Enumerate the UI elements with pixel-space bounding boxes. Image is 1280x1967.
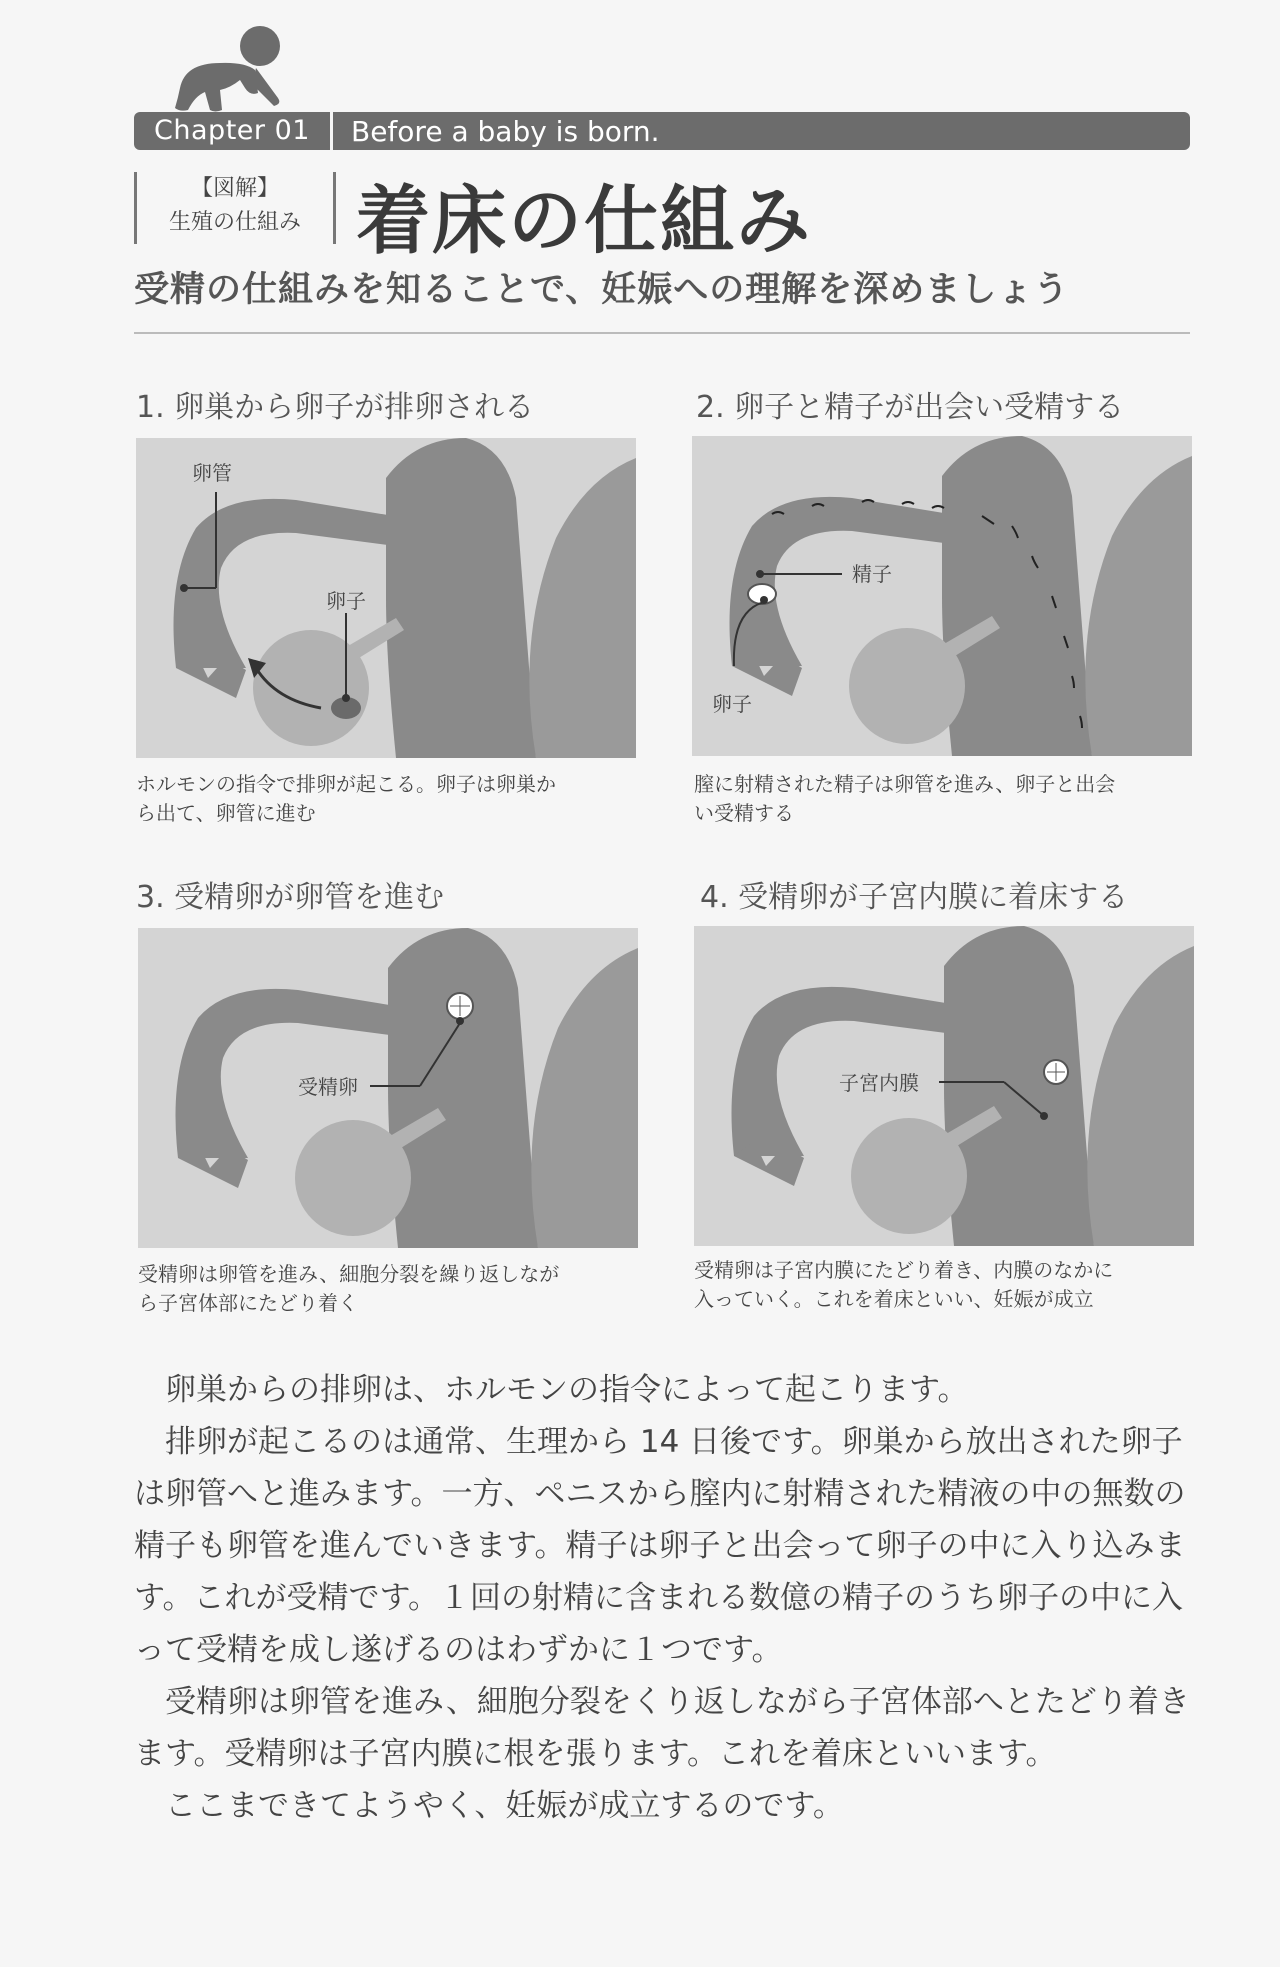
step-4-diagram [694, 926, 1194, 1246]
step-4-caption-line-1: 受精卵は子宮内膜にたどり着き、内膜のなかに [694, 1258, 1114, 1282]
step-3-caption [138, 1260, 638, 1318]
step-3-diagram [138, 928, 638, 1248]
tag-line-1: 【図解】 [190, 176, 279, 201]
step-1-label-oviduct: 卵管 [192, 461, 232, 485]
step-2-label-egg: 卵子 [712, 692, 752, 716]
step-1-caption-line-1: ホルモンの指令で排卵が起こる。卵子は卵巣か [136, 772, 556, 796]
step-2-caption-line-1: 膣に射精された精子は卵管を進み、卵子と出会 [694, 772, 1116, 796]
step-2-diagram [692, 436, 1192, 756]
page-title: 着床の仕組み [356, 178, 812, 264]
step-4-caption [694, 1256, 1194, 1314]
body-paragraph: 卵巣からの排卵は、ホルモンの指令によって起こります。 [165, 1372, 969, 1408]
step-3-caption-line-1: 受精卵は卵管を進み、細胞分裂を繰り返しなが [138, 1262, 560, 1286]
chapter-subtitle: Before a baby is born. [351, 114, 660, 148]
step-1-diagram [136, 438, 636, 758]
step-2-title: 2. 卵子と精子が出会い受精する [696, 390, 1125, 425]
step-1-label-egg: 卵子 [326, 589, 366, 613]
fertilized-egg-icon [1044, 1060, 1068, 1084]
step-3-label-zygote: 受精卵 [298, 1075, 358, 1099]
step-2-caption-line-2: い受精する [694, 801, 794, 825]
body-paragraph: 排卵が起こるのは通常、生理から 14 日後です。卵巣から放出された卵子は卵管へと進みます。一方、ペニスから膣内に射精された精液の中の無数の精子も卵管を進んでいきます。精子は卵子と出会って卵子の中に入り込みます。これが受精です。１回の射精に含まれる数億の精子のうち卵子の中に入って受精を成し遂げるのはわずかに１つです。 [134, 1424, 1186, 1668]
body-paragraph: 受精卵は卵管を進み、細胞分裂をくり返しながら子宮体部へとたどり着きます。受精卵は子宮内膜に根を張ります。これを着床といいます。 [134, 1684, 1190, 1772]
body-paragraph: ここまできてようやく、妊娠が成立するのです。 [165, 1788, 844, 1824]
step-1-title: 1. 卵巣から卵子が排卵される [136, 390, 535, 425]
step-3-caption-line-2: ら子宮体部にたどり着く [138, 1291, 358, 1315]
page-subtitle: 受精の仕組みを知ることで、妊娠への理解を深めましょう [134, 270, 1070, 310]
step-1-caption-line-2: ら出て、卵管に進む [136, 801, 316, 825]
chapter-bar [134, 112, 1190, 150]
step-2-label-sperm: 精子 [852, 562, 892, 586]
step-4-title: 4. 受精卵が子宮内膜に着床する [700, 880, 1129, 915]
divider [134, 332, 1190, 334]
section-tag [134, 172, 336, 244]
step-1-caption [136, 770, 636, 828]
crawling-baby-icon [160, 18, 290, 118]
step-4-label-endometrium: 子宮内膜 [839, 1071, 919, 1095]
step-3-title: 3. 受精卵が卵管を進む [136, 880, 445, 915]
body-text [134, 1364, 1194, 1832]
fertilized-egg-icon [447, 993, 473, 1019]
chapter-label: Chapter 01 [134, 112, 333, 150]
step-2-caption [694, 770, 1194, 828]
tag-line-2: 生殖の仕組み [168, 210, 301, 235]
step-4-caption-line-2: 入っていく。これを着床といい、妊娠が成立 [694, 1287, 1094, 1311]
